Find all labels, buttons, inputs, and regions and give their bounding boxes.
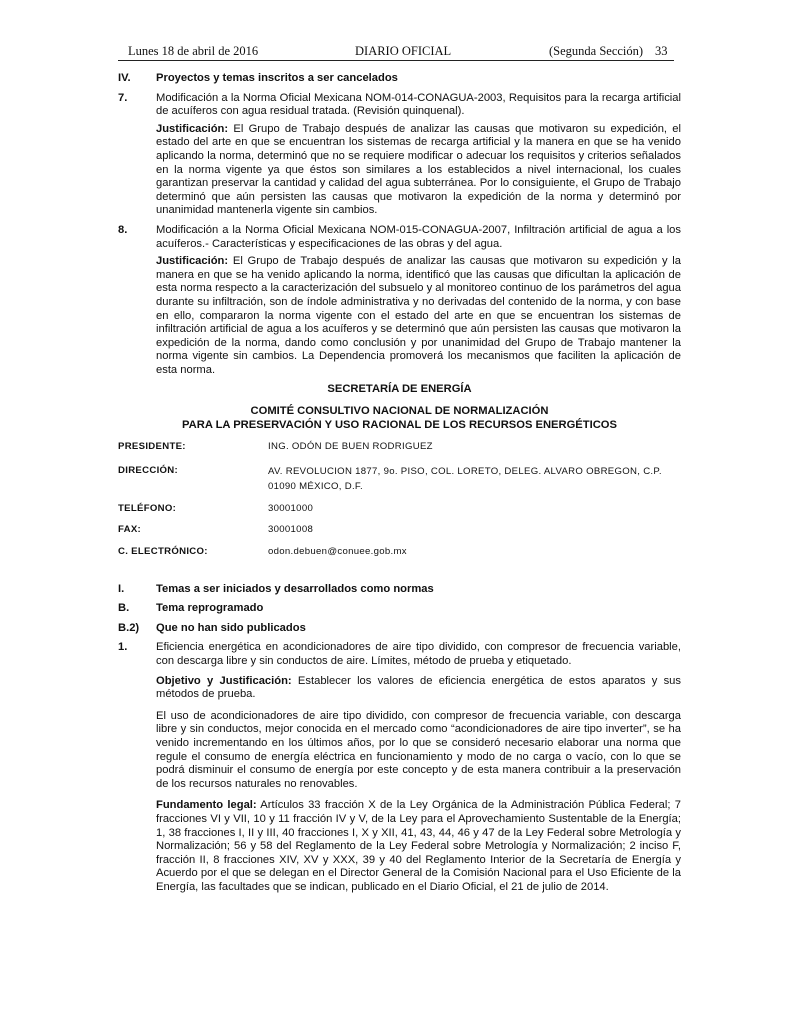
info-label: DIRECCIÓN:: [118, 464, 179, 476]
section-b2-heading: [118, 622, 681, 636]
legal-basis-text: Artículos 33 fracción X de la Ley Orgánica de la Administración Pública Federal; 7 fracciones VI y VII, 10 y 11 fracción IV y V, de la Ley para el Aprovechamiento Sustentable de la Energía; 1, 38 fracciones I, II y III, 40 fracciones I, X y XII, 41, 43, 44, 46 y 47 de la Ley Federal sobre Metrología y Normalización; 56 y 58 del Reglamento de la Ley Federal sobre Metrología y Normalización; 2 inciso F, fracción II, 8 fracciones XIV, XV y XXX, 39 y 40 del Reglamento Interior de la Secretaría de Energía y Acuerdo por el que se delegan en el Director General de la Comisión Nacional para el Uso Eficiente de la Energía, las facultades que se indican, publicado en el Diario Oficial, el 21 de julio de 2014.: [156, 799, 681, 893]
committee-heading-line-2: PARA LA PRESERVACIÓN Y USO RACIONAL DE LOS RECURSOS ENERGÉTICOS: [182, 418, 617, 431]
justification-label: Justificación:: [156, 255, 229, 268]
header-section: (Segunda Sección): [549, 44, 644, 58]
item-title: Modificación a la Norma Oficial Mexicana NOM-015-CONAGUA-2007, Infiltración artificial de agua a los acuíferos.- Características y especificaciones de las obras y del agua.: [156, 223, 681, 250]
section-number: B.2): [118, 621, 140, 634]
section-title: Temas a ser iniciados y desarrollados como normas: [156, 582, 434, 595]
item-1-legal-basis: [156, 799, 681, 894]
info-value: AV. REVOLUCION 1877, 9o. PISO, COL. LORETO, DELEG. ALVARO OBREGON, C.P. 01090 MÉXICO, D.F.: [268, 465, 662, 492]
header-publication: DIARIO OFICIAL: [355, 44, 452, 58]
info-label: C. ELECTRÓNICO:: [118, 546, 208, 558]
justification-text: El Grupo de Trabajo después de analizar las causas que motivaron su expedición y la manera en que se ha venido aplicando la norma, identificó que las causas que dificultan la aplicación de esta norma respecto a la caracterización del subsuelo y al monitoreo continuo de los parámetros del agua durante su infiltración, son de índole administrativa y no derivadas del contenido de la norma, y con base en ello, compararon la norma vigente con el estado del arte en que se encuentran los sistemas de infiltración artificial de agua a los acuíferos y se determinó que aún persisten las causas que motivaron la expedición de la norma, dando como conclusión y por unanimidad del Grupo de Trabajo mantener la norma vigente sin cambios. La Dependencia promoverá los mecanismos que faciliten la aplicación de esta norma.: [156, 255, 681, 376]
header-divider: [118, 60, 674, 61]
section-number: B.: [118, 602, 130, 615]
page-header: [128, 44, 668, 60]
legal-basis-label: Fundamento legal:: [156, 799, 257, 812]
objective-label: Objetivo y Justificación:: [156, 674, 292, 687]
info-value: 30001008: [268, 524, 314, 536]
info-row-telefono: [118, 502, 681, 516]
info-label: FAX:: [118, 524, 142, 536]
info-value: ING. ODÓN DE BUEN RODRIGUEZ: [268, 441, 433, 453]
item-number: 1.: [118, 641, 128, 654]
item-1-objective: [156, 675, 681, 702]
info-row-fax: [118, 523, 681, 537]
section-title: Tema reprogramado: [156, 602, 264, 615]
item-number: 8.: [118, 223, 128, 236]
info-row-email: [118, 545, 681, 559]
item-8: [118, 224, 681, 251]
justification-label: Justificación:: [156, 122, 229, 135]
committee-contact-info: [118, 440, 681, 558]
item-number: 7.: [118, 91, 128, 104]
section-b-heading: [118, 602, 681, 616]
info-row-presidente: [118, 440, 681, 454]
item-7-justification: [156, 123, 681, 218]
item-7: [118, 92, 681, 119]
objective-text: Establecer los valores de eficiencia energética de estos aparatos y sus métodos de prueba.: [156, 674, 681, 701]
info-label: TELÉFONO:: [118, 502, 177, 514]
item-1-paragraph: El uso de acondicionadores de aire tipo dividido, con compresor de frecuencia variable, con descarga libre y sin conductos, mejor conocida en el mercado como “acondicionadores de aire tipo inverter”, se ha venido incrementando en los últimos años, por lo que se consideró necesario elaborar una norma que regule el consumo de energía eléctrica en funcionamiento y modo de no carga o vacío, con lo que se podrá disminuir el consumo de energía por este concepto y de esta manera contribuir a la preservación de los recursos naturales no renovables.: [156, 709, 681, 790]
item-title: Eficiencia energética en acondicionadores de aire tipo dividido, con compresor de frecuencia variable, con descarga libre y sin conductos de aire. Límites, método de prueba y etiquetado.: [156, 641, 681, 667]
info-value: 30001000: [268, 502, 314, 514]
item-8-justification: [156, 255, 681, 377]
info-value: odon.debuen@conuee.gob.mx: [268, 546, 407, 558]
item-1: [118, 641, 681, 668]
header-page-number: 33: [655, 44, 668, 58]
section-number: I.: [118, 582, 125, 595]
info-row-direccion: [118, 464, 681, 494]
info-label: PRESIDENTE:: [118, 441, 186, 453]
justification-text: El Grupo de Trabajo después de analizar las causas que motivaron su expedición, el estado del arte en que se encuentran los sistemas de recarga artificial y la manera en que se ha venido aplicando la norma, determinó que no se requiere modificar o adecuar los requisitos y criterios señalados en la norma vigente ya que éstos son similares a los establecidos a nivel internacional, los cuales garantizan preservar la cantidad y calidad del agua subterránea. Por lo consiguiente, el Grupo de Trabajo determinó que aún persisten las causas que motivaron la expedición de la norma y determinó por unanimidad mantenerla vigente sin cambios.: [156, 122, 681, 217]
section-iv-heading: [118, 72, 681, 86]
section-title: Proyectos y temas inscritos a ser cancelados: [156, 72, 398, 84]
item-title: Modificación a la Norma Oficial Mexicana NOM-014-CONAGUA-2003, Requisitos para la recarga artificial de acuíferos con agua residual tratada. (Revisión quinquenal).: [156, 91, 681, 118]
committee-heading-line-1: COMITÉ CONSULTIVO NACIONAL DE NORMALIZACIÓN: [250, 405, 549, 418]
section-title: Que no han sido publicados: [156, 621, 306, 634]
secretaria-heading: SECRETARÍA DE ENERGÍA: [327, 383, 472, 396]
section-i-heading: [118, 583, 681, 597]
header-date: Lunes 18 de abril de 2016: [128, 44, 259, 58]
section-number: IV.: [118, 72, 131, 84]
document-body: [118, 72, 681, 895]
